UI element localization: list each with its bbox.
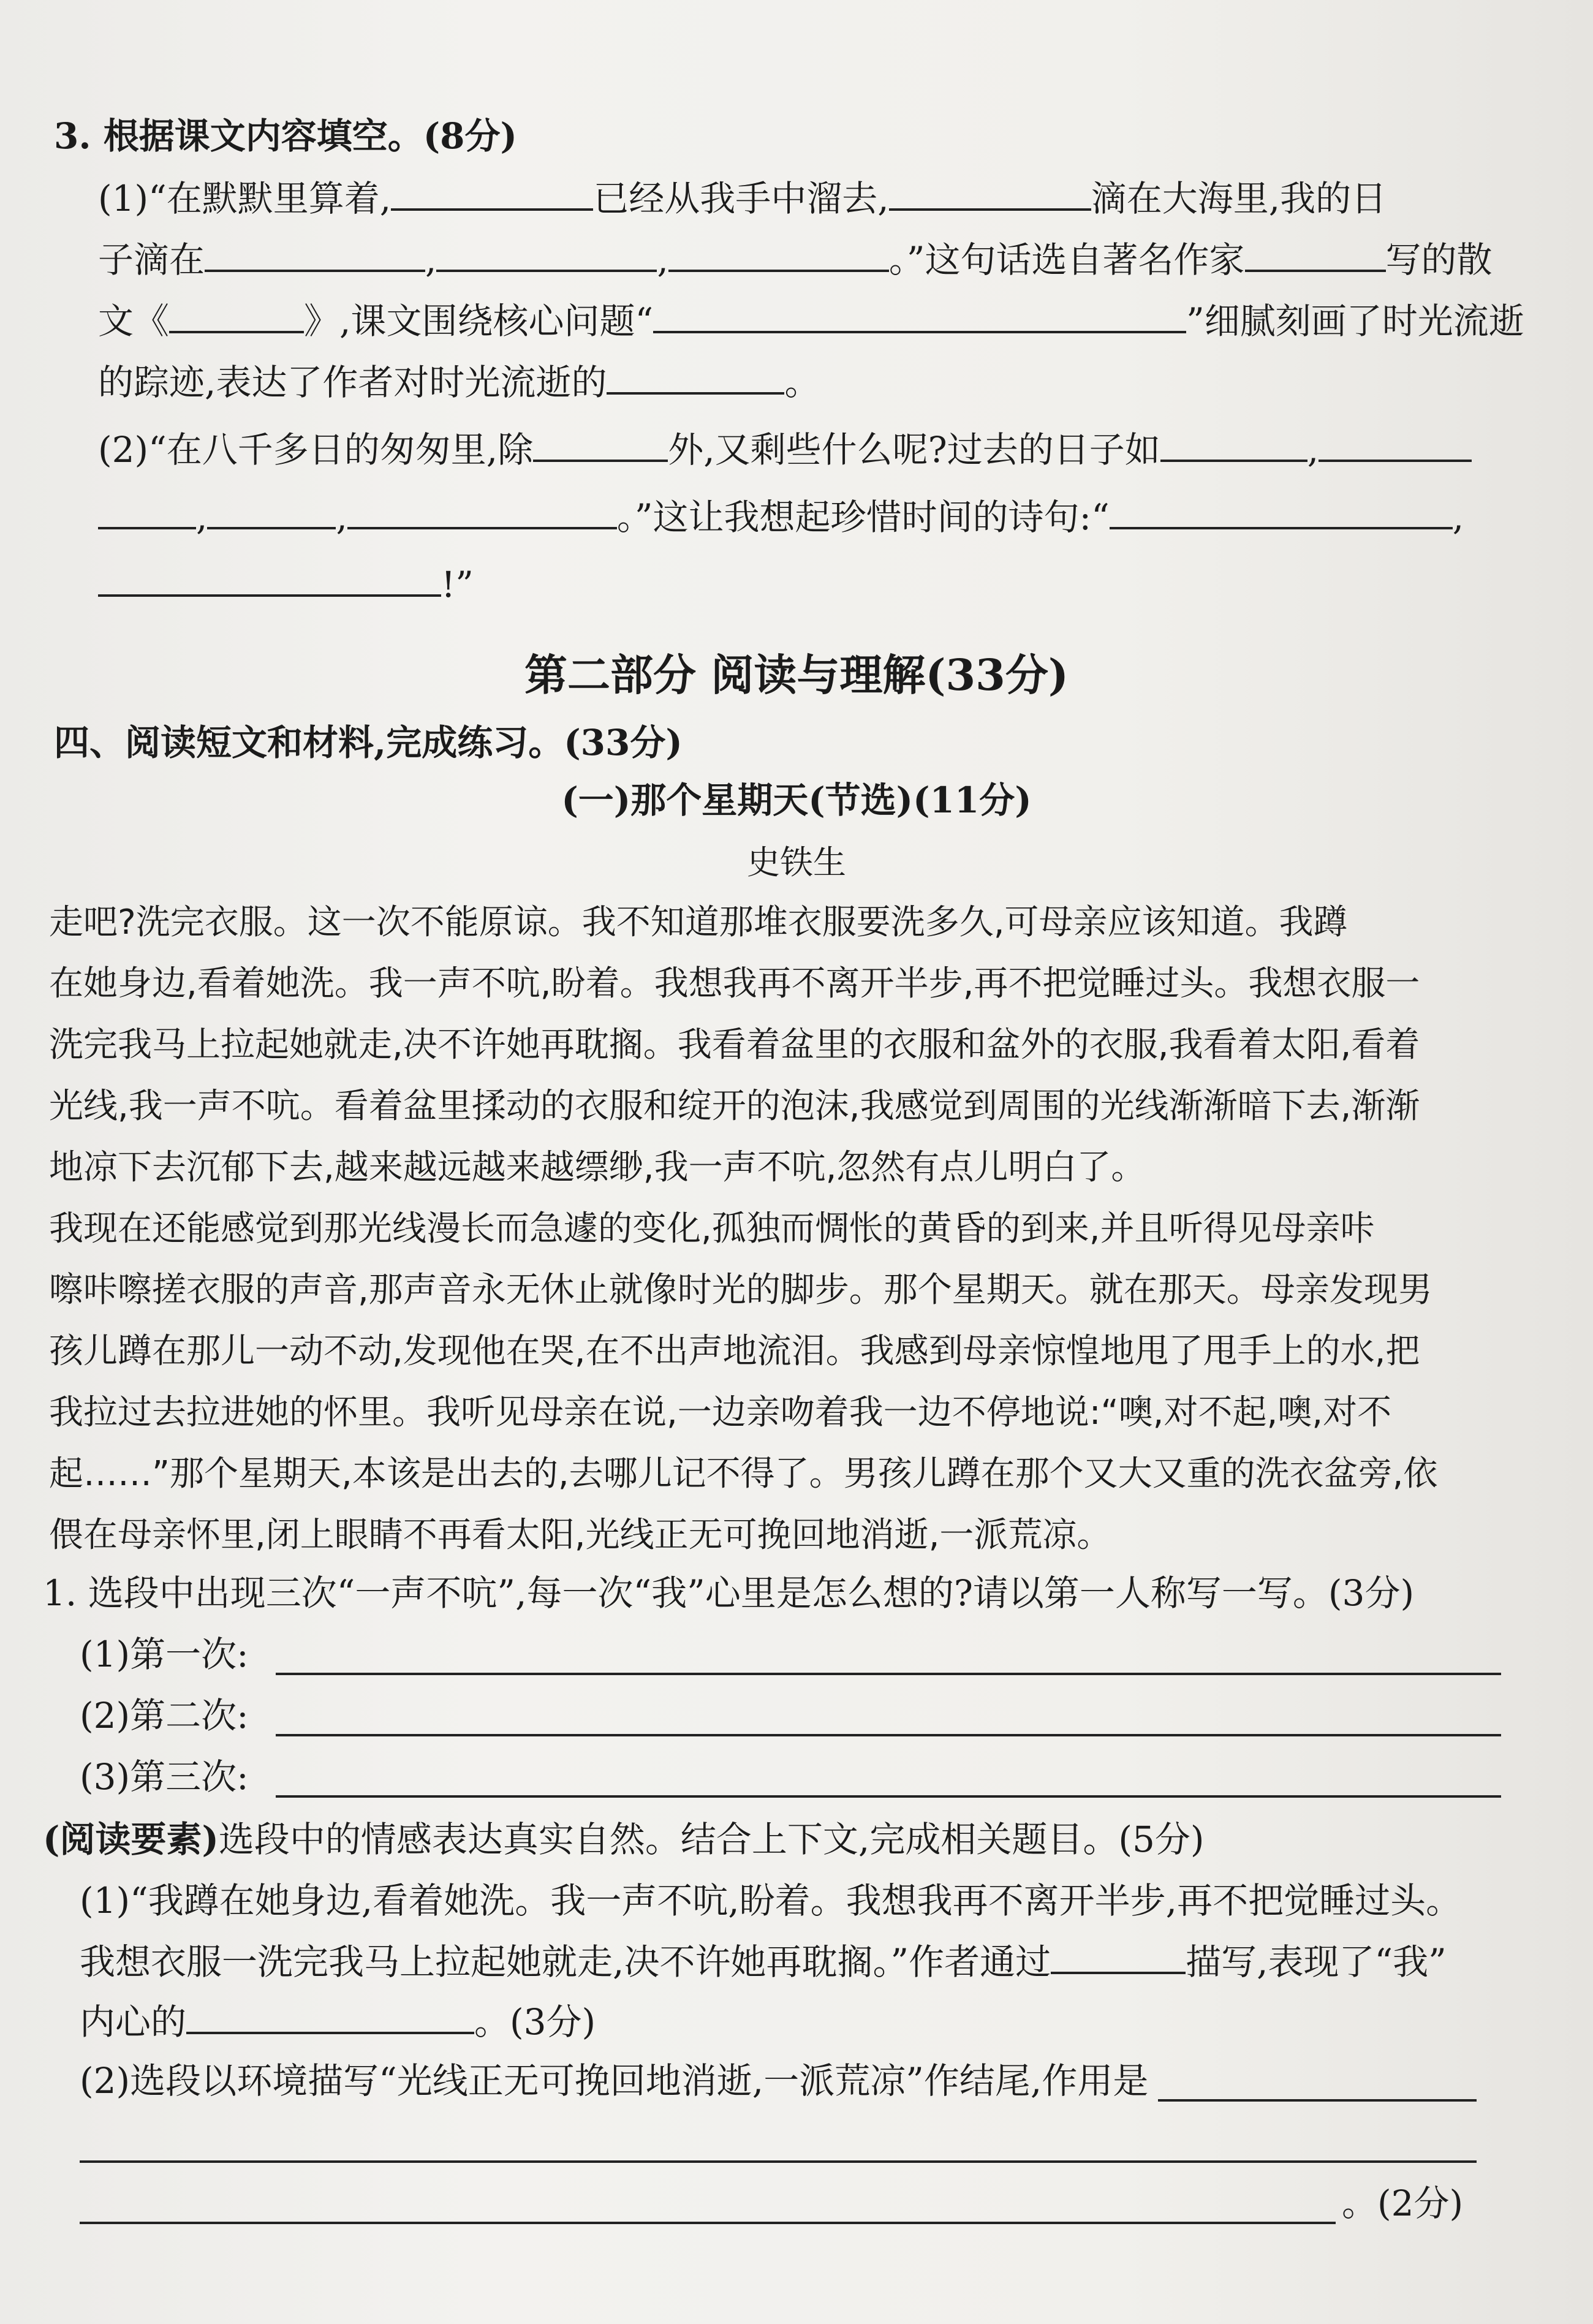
- sq2-p2-line1: (2)选段以环境描写“光线正无可挽回地消逝,一派荒凉”作结尾,作用是: [80, 2060, 1149, 2102]
- answer-line[interactable]: [80, 2160, 1477, 2163]
- q3-p1-line2: 子滴在 , , 。”这句话选自著名作家 写的散: [98, 234, 1493, 284]
- blank[interactable]: [653, 295, 1186, 333]
- sq2-p1-line1: (1)“我蹲在她身边,看着她洗。我一声不吭,盼着。我想我再不离开半步,再不把觉睡过头。: [80, 1880, 1462, 1921]
- q4-title: 四、阅读短文和材料,完成练习。(33分): [54, 722, 683, 763]
- sq1-item2-label: (2)第二次:: [80, 1695, 249, 1736]
- blank[interactable]: [186, 1996, 474, 2034]
- blank[interactable]: [391, 173, 593, 211]
- sq2-p1-line3: 内心的 。(3分): [80, 1996, 596, 2046]
- passage-line: 走吧?洗完衣服。这一次不能原谅。我不知道那堆衣服要洗多久,可母亲应该知道。我蹲: [49, 903, 1348, 942]
- passage-line: 偎在母亲怀里,闭上眼睛不再看太阳,光线正无可挽回地消逝,一派荒凉。: [49, 1515, 1111, 1555]
- q3-p1-line4: 的踪迹,表达了作者对时光流逝的 。: [98, 357, 820, 407]
- passage-line: 孩儿蹲在那儿一动不动,发现他在哭,在不出声地流泪。我感到母亲惊惶地甩了甩手上的水,把: [49, 1331, 1420, 1371]
- passage-title: (一)那个星期天(节选)(11分): [561, 779, 1032, 821]
- q3-title: 3. 根据课文内容填空。(8分): [54, 115, 517, 157]
- sq1-item3-label: (3)第三次:: [80, 1756, 249, 1798]
- blank[interactable]: [347, 491, 617, 529]
- blank[interactable]: [1160, 424, 1307, 462]
- q3-p2-line3: !”: [98, 559, 474, 609]
- answer-line[interactable]: [1158, 2099, 1477, 2102]
- reading-element-tag: (阅读要素): [43, 1819, 219, 1860]
- answer-line[interactable]: [276, 1734, 1501, 1736]
- blank[interactable]: [1110, 491, 1453, 529]
- blank[interactable]: [1245, 234, 1386, 272]
- passage-line: 在她身边,看着她洗。我一声不吭,盼着。我想我再不离开半步,再不把觉睡过头。我想衣服一: [49, 964, 1420, 1004]
- q3-p2-line2: , , 。”这让我想起珍惜时间的诗句:“ ,: [98, 491, 1464, 542]
- answer-line[interactable]: [276, 1795, 1501, 1798]
- answer-line[interactable]: [80, 2222, 1336, 2224]
- blank[interactable]: [889, 173, 1091, 211]
- blank[interactable]: [668, 234, 889, 272]
- q3-p1-line1: (1)“在默默里算着, 已经从我手中溜去, 滴在大海里,我的日: [98, 173, 1387, 223]
- sq1-item1-label: (1)第一次:: [80, 1633, 249, 1675]
- blank[interactable]: [98, 559, 441, 597]
- passage-line: 我拉过去拉进她的怀里。我听见母亲在说,一边亲吻着我一边不停地说:“噢,对不起,噢,对不: [49, 1393, 1392, 1433]
- answer-line[interactable]: [276, 1673, 1501, 1675]
- blank[interactable]: [607, 357, 784, 395]
- passage-line: 嚓咔嚓搓衣服的声音,那声音永无休止就像时光的脚步。那个星期天。就在那天。母亲发现男: [49, 1270, 1432, 1310]
- sq2-p2-score: 。(2分): [1342, 2182, 1464, 2224]
- passage-line: 我现在还能感觉到那光线漫长而急遽的变化,孤独而惆怅的黄昏的到来,并且听得见母亲咔: [49, 1209, 1375, 1249]
- q3-p2-line1: (2)“在八千多日的匆匆里,除 外,又剩些什么呢?过去的日子如 ,: [98, 424, 1472, 474]
- blank[interactable]: [1051, 1936, 1186, 1974]
- sq2-p1-line2: 我想衣服一洗完我马上拉起她就走,决不许她再耽搁。”作者通过 描写,表现了“我”: [80, 1936, 1447, 1986]
- passage-line: 洗完我马上拉起她就走,决不许她再耽搁。我看着盆里的衣服和盆外的衣服,我看着太阳,看着: [49, 1025, 1420, 1065]
- passage-line: 起……”那个星期天,本该是出去的,去哪儿记不得了。男孩儿蹲在那个又大又重的洗衣盆旁,依: [49, 1454, 1438, 1494]
- blank[interactable]: [169, 295, 304, 333]
- blank[interactable]: [205, 234, 425, 272]
- sq2-title: (阅读要素)选段中的情感表达真实自然。结合上下文,完成相关题目。(5分): [43, 1819, 1205, 1860]
- q3-p1-line3: 文《 》,课文围绕核心问题“ ”细腻刻画了时光流逝: [98, 295, 1524, 346]
- blank[interactable]: [98, 491, 196, 529]
- blank[interactable]: [207, 491, 336, 529]
- blank[interactable]: [1319, 424, 1472, 462]
- passage-line: 光线,我一声不吭。看着盆里揉动的衣服和绽开的泡沫,我感觉到周围的光线渐渐暗下去,渐渐: [49, 1086, 1420, 1126]
- passage-line: 地凉下去沉郁下去,越来越远越来越缥缈,我一声不吭,忽然有点儿明白了。: [49, 1148, 1146, 1187]
- blank[interactable]: [436, 234, 657, 272]
- part2-title: 第二部分 阅读与理解(33分): [524, 649, 1069, 700]
- blank[interactable]: [533, 424, 668, 462]
- passage-author: 史铁生: [747, 843, 846, 882]
- sq1-title: 1. 选段中出现三次“一声不吭”,每一次“我”心里是怎么想的?请以第一人称写一写。(3分): [43, 1572, 1415, 1614]
